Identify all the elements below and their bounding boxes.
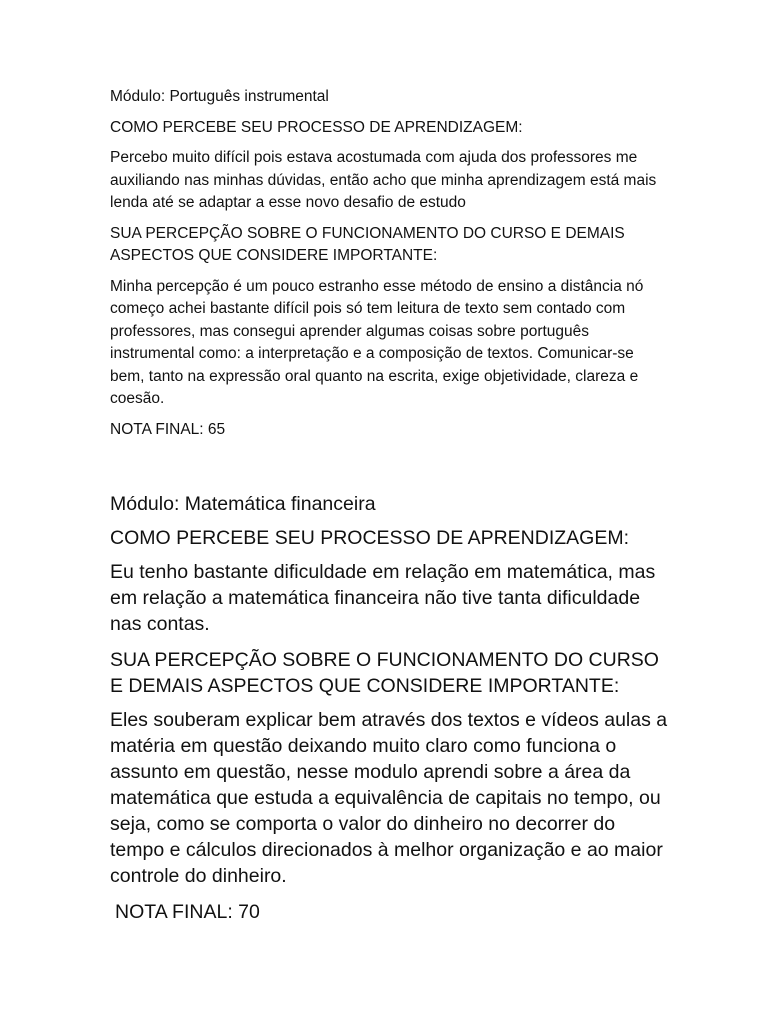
final-grade: NOTA FINAL: 70 xyxy=(115,901,260,923)
answer-learning-process: Percebo muito difícil pois estava acostumada com ajuda dos professores me auxiliando nas minhas dúvidas, então acho que minha aprendizagem está mais lenda até se adaptar a esse novo desafio de estudo xyxy=(110,149,657,211)
answer-course-perception: Eles souberam explicar bem através dos textos e vídeos aulas a matéria em questão deixando muito claro como funciona o assunto em questão, nesse modulo aprendi sobre a área da matemática que estuda a equivalência de capitais no tempo, ou seja, como se comporta o valor do dinheiro no decorrer do tempo e cálculos direcionados à melhor organização e ao maior controle do dinheiro. xyxy=(110,709,668,887)
final-grade: NOTA FINAL: 65 xyxy=(110,420,226,438)
answer-learning-process: Eu tenho bastante dificuldade em relação em matemática, mas em relação a matemática financeira não tive tanta dificuldade nas contas. xyxy=(110,561,656,635)
question-learning-process: COMO PERCEBE SEU PROCESSO DE APRENDIZAGEM: xyxy=(110,118,523,136)
module-matematica xyxy=(110,491,670,925)
answer-course-perception: Minha percepção é um pouco estranho esse método de ensino a distância nó começo achei bastante difícil pois só tem leitura de texto sem contado com professores, mas consegui aprender algumas coisas sobre português instrumental como: a interpretação e a composição de textos. Comunicar-se bem, tanto na expressão oral quanto na escrita, exige objetividade, clareza e coesão. xyxy=(110,277,644,407)
module-title: Módulo: Matemática financeira xyxy=(110,493,376,515)
question-course-perception: SUA PERCEPÇÃO SOBRE O FUNCIONAMENTO DO CURSO E DEMAIS ASPECTOS QUE CONSIDERE IMPORTANTE: xyxy=(110,649,659,697)
question-learning-process: COMO PERCEBE SEU PROCESSO DE APRENDIZAGEM: xyxy=(110,527,630,549)
question-course-perception: SUA PERCEPÇÃO SOBRE O FUNCIONAMENTO DO CURSO E DEMAIS ASPECTOS QUE CONSIDERE IMPORTANTE: xyxy=(110,224,625,264)
module-title: Módulo: Português instrumental xyxy=(110,88,329,105)
module-portugues xyxy=(110,86,670,441)
